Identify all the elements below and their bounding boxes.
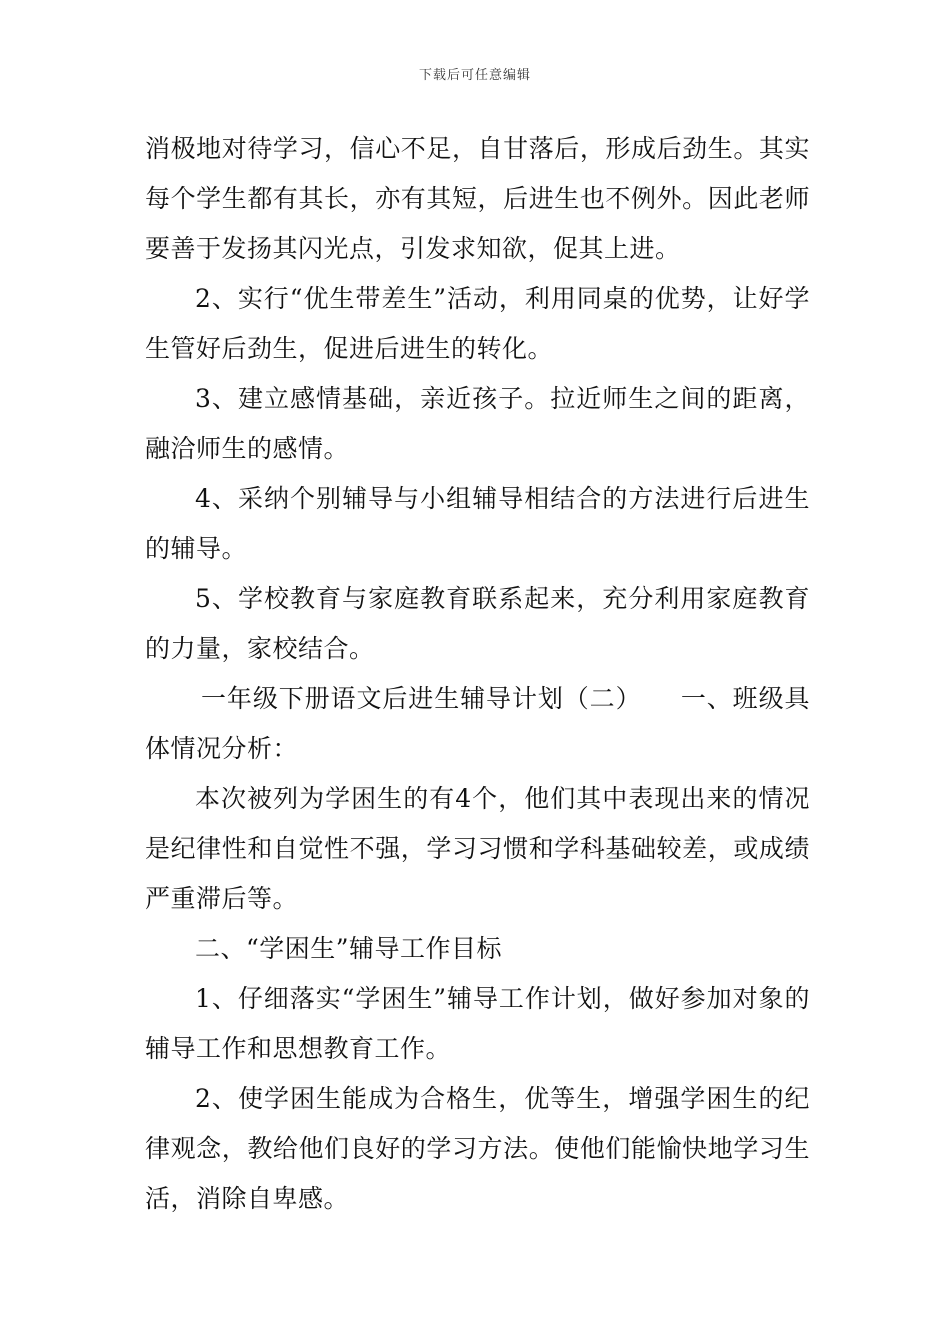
paragraph-4: 4、采纳个别辅导与小组辅导相结合的方法进行后进生的辅导。 bbox=[145, 484, 810, 563]
paragraph-1: 消极地对待学习，信心不足，自甘落后，形成后劲生。其实每个学生都有其长，亦有其短，后进生也不例外。因此老师要善于发扬其闪光点，引发求知欲，促其上进。 bbox=[145, 134, 810, 263]
paragraph-3: 3、建立感情基础，亲近孩子。拉近师生之间的距离，融洽师生的感情。 bbox=[145, 384, 810, 463]
paragraph-9: 1、仔细落实“学困生”辅导工作计划，做好参加对象的辅导工作和思想教育工作。 bbox=[145, 984, 810, 1063]
paragraph-7: 本次被列为学困生的有4个，他们其中表现出来的情况是纪律性和自觉性不强，学习习惯和学科基础较差，或成绩严重滞后等。 bbox=[145, 784, 810, 913]
document-body bbox=[145, 124, 810, 1224]
paragraph-2: 2、实行“优生带差生”活动，利用同桌的优势，让好学生管好后劲生，促进后进生的转化。 bbox=[145, 284, 810, 363]
page-header: 下载后可任意编辑 bbox=[418, 68, 531, 83]
paragraph-10: 2、使学困生能成为合格生，优等生，增强学困生的纪律观念，教给他们良好的学习方法。使他们能愉快地学习生活，消除自卑感。 bbox=[145, 1084, 810, 1213]
section-title-paragraph: 一年级下册语文后进生辅导计划（二） 一、班级具体情况分析： bbox=[145, 684, 810, 763]
paragraph-5: 5、学校教育与家庭教育联系起来，充分利用家庭教育的力量，家校结合。 bbox=[145, 584, 810, 663]
section-heading-goals: 二、“学困生”辅导工作目标 bbox=[195, 934, 503, 963]
